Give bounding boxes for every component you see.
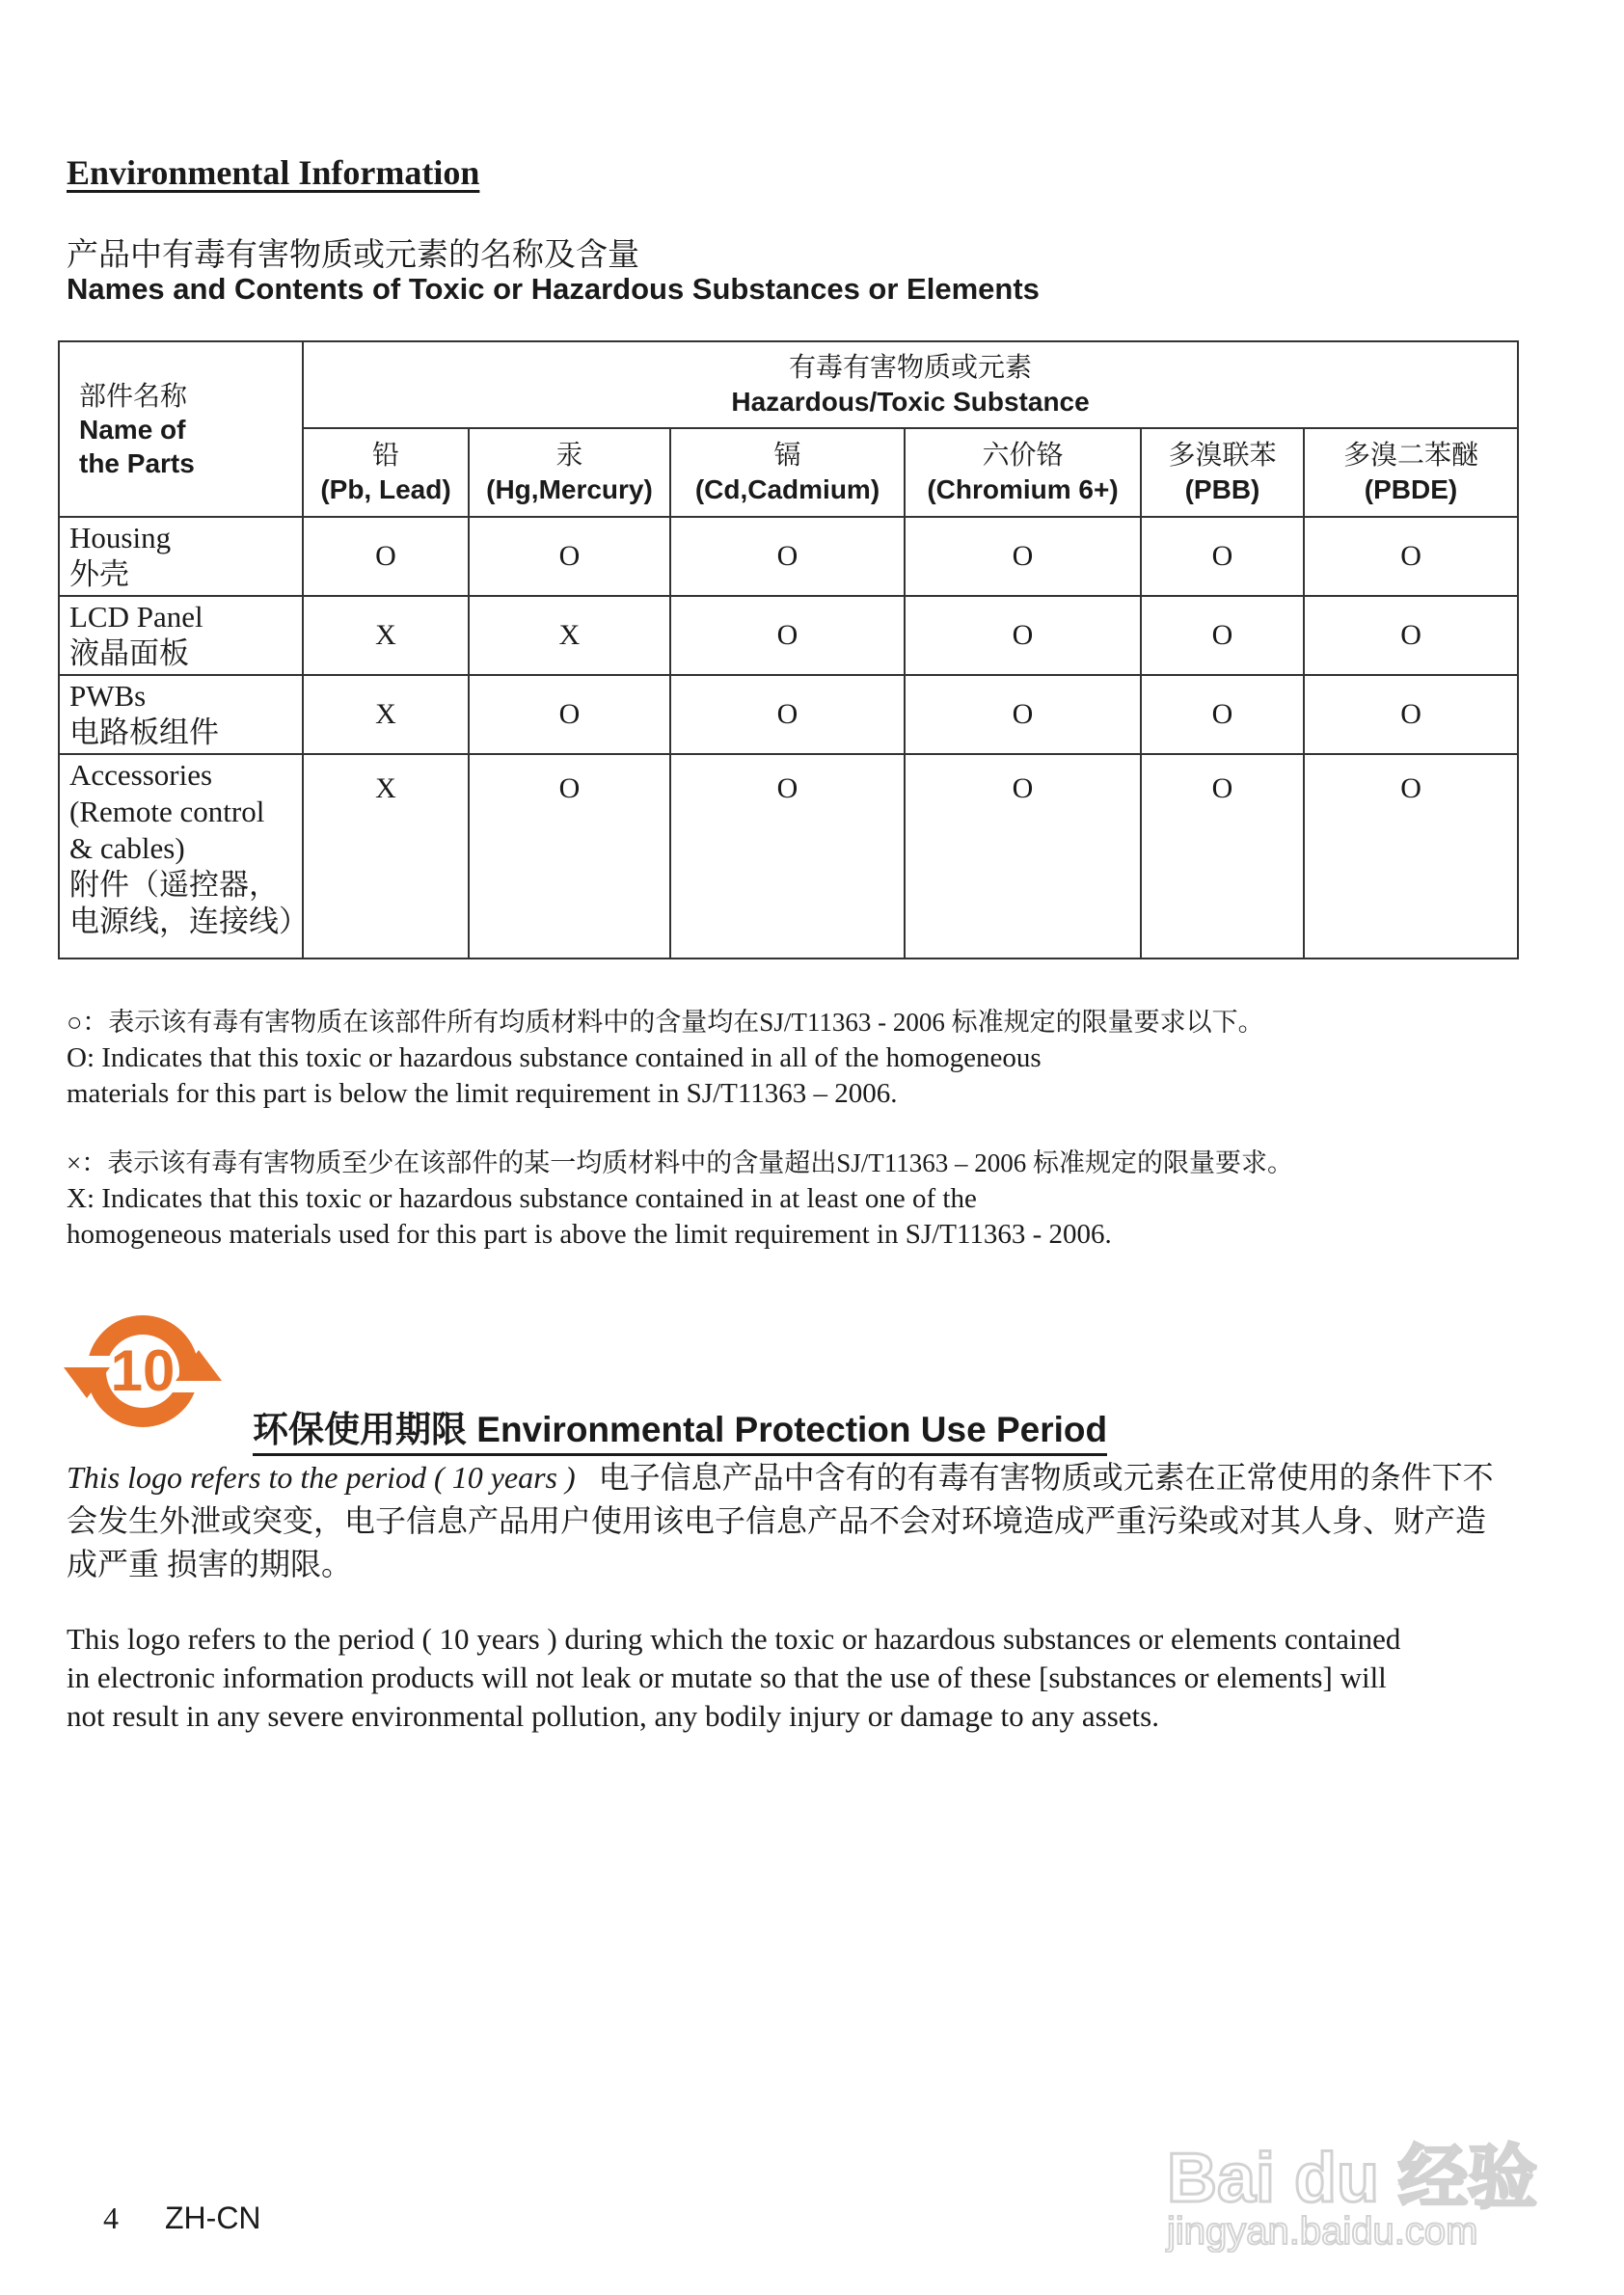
substance-value-cell: O (905, 675, 1141, 754)
substance-name-en: (PBB) (1184, 474, 1260, 504)
substance-header (1141, 428, 1304, 517)
page-footer (103, 2200, 261, 2236)
period-cn-text: 电子信息产品中含有的有毒有害物质或元素在正常使用的条件下不会发生外泄或突变，电子信息产品用户使用该电子信息产品不会对环境造成严重污染或对其人身、财产造成严重 损害的期限。 (67, 1460, 1494, 1581)
logo-number: 10 (110, 1338, 176, 1403)
part-name-line: 外壳 (69, 557, 129, 591)
parts-header-en-1: Name of (79, 414, 186, 445)
watermark-logo: Bai du 经验 (1167, 2140, 1538, 2217)
group-header-cn: 有毒有害物质或元素 (789, 352, 1033, 382)
table-row (59, 754, 1518, 958)
substance-group-header (303, 341, 1518, 428)
substance-name-cn: 多溴二苯醚 (1343, 440, 1479, 470)
period-cn-italic: This logo refers to the period ( 10 years ) (67, 1460, 576, 1495)
substance-name-en: (Cd,Cadmium) (694, 474, 880, 504)
substance-value-cell: O (469, 517, 670, 596)
substance-header (1304, 428, 1518, 517)
substance-value-cell: O (1304, 754, 1518, 958)
subtitle-english: Names and Contents of Toxic or Hazardous Substances or Elements (67, 272, 1040, 306)
period-en-2: in electronic information products will not leak or mutate so that the use of these [substances or elements] will (67, 1660, 1387, 1694)
substance-name-en: (Chromium 6+) (927, 474, 1119, 504)
substance-value-cell: O (1304, 596, 1518, 675)
period-en-1: This logo refers to the period ( 10 years ) during which the toxic or hazardous substances or elements contained (67, 1622, 1401, 1656)
period-heading: 环保使用期限 Environmental Protection Use Period (253, 1410, 1107, 1456)
watermark-url: jingyan.baidu.com (1167, 2210, 1478, 2253)
substance-value-cell: O (1304, 675, 1518, 754)
substance-value-cell: X (303, 754, 469, 958)
note-o (67, 1005, 1264, 1112)
parts-header-cn: 部件名称 (79, 380, 188, 411)
substance-name-cn: 铅 (371, 440, 399, 470)
substance-name-cn: 六价铬 (982, 440, 1064, 470)
note-x-en-1: X: Indicates that this toxic or hazardous substance contained in at least one of the (67, 1183, 977, 1214)
table-row (59, 675, 1518, 754)
substance-value-cell: O (303, 517, 469, 596)
part-name-line: PWBs (69, 679, 147, 713)
parts-header (59, 341, 303, 517)
part-name-line: (Remote control (69, 795, 265, 828)
substance-value-cell: X (303, 596, 469, 675)
part-name-cell (59, 675, 303, 754)
substance-value-cell: O (905, 596, 1141, 675)
substance-value-cell: O (670, 675, 905, 754)
substance-header (303, 428, 469, 517)
substance-value-cell: O (670, 596, 905, 675)
note-x-en-2: homogeneous materials used for this part is above the limit requirement in SJ/T11363 - 2006. (67, 1219, 1112, 1250)
substance-value-cell: O (469, 754, 670, 958)
substance-name-en: (Pb, Lead) (320, 474, 451, 504)
hazardous-substances-table (58, 340, 1519, 959)
period-description-en (67, 1620, 1503, 1736)
substance-value-cell: X (303, 675, 469, 754)
part-name-line: & cables) (69, 831, 185, 865)
table-row (59, 596, 1518, 675)
page-title: Environmental Information (67, 153, 480, 192)
substance-value-cell: O (469, 675, 670, 754)
substance-header (670, 428, 905, 517)
note-o-en-1: O: Indicates that this toxic or hazardous substance contained in all of the homogeneous (67, 1042, 1042, 1073)
substance-name-cn: 镉 (773, 440, 801, 470)
part-name-line: 附件（遥控器， (69, 868, 279, 902)
substance-value-cell: O (1141, 675, 1304, 754)
substance-header (469, 428, 670, 517)
substance-value-cell: O (905, 754, 1141, 958)
part-name-line: LCD Panel (69, 600, 203, 634)
recycle-period-icon (60, 1304, 226, 1448)
note-o-cn: ○：表示该有毒有害物质在该部件所有均质材料中的含量均在SJ/T11363 - 2006 标准规定的限量要求以下。 (67, 1008, 1264, 1037)
group-header-en: Hazardous/Toxic Substance (731, 387, 1090, 417)
parts-header-en-2: the Parts (79, 447, 195, 478)
note-o-en-2: materials for this part is below the limit requirement in SJ/T11363 – 2006. (67, 1078, 898, 1109)
table-row (59, 517, 1518, 596)
substance-value-cell: O (1141, 596, 1304, 675)
substance-value-cell: O (905, 517, 1141, 596)
part-name-cell (59, 596, 303, 675)
substance-value-cell: O (1304, 517, 1518, 596)
period-en-3: not result in any severe environmental pollution, any bodily injury or damage to any assets. (67, 1699, 1159, 1733)
substance-value-cell: O (1141, 754, 1304, 958)
part-name-line: 液晶面板 (69, 636, 189, 670)
part-name-cell (59, 517, 303, 596)
subtitle-chinese: 产品中有毒有害物质或元素的名称及含量 (67, 238, 639, 273)
substance-name-en: (Hg,Mercury) (486, 474, 653, 504)
part-name-line: 电路板组件 (69, 716, 219, 749)
substance-value-cell: O (670, 517, 905, 596)
note-x-cn: ×：表示该有毒有害物质至少在该部件的某一均质材料中的含量超出SJ/T11363 – 2006 标准规定的限量要求。 (67, 1148, 1293, 1177)
part-name-line: Accessories (69, 758, 213, 792)
part-name-line: 电源线，连接线） (69, 904, 309, 938)
language-code: ZH-CN (165, 2200, 261, 2235)
substance-value-cell: O (670, 754, 905, 958)
substance-value-cell: X (469, 596, 670, 675)
part-name-line: Housing (69, 521, 172, 554)
substance-name-cn: 汞 (555, 440, 583, 470)
note-x (67, 1146, 1293, 1253)
substance-header (905, 428, 1141, 517)
page-number: 4 (103, 2200, 119, 2235)
substance-name-cn: 多溴联苯 (1168, 440, 1277, 470)
part-name-cell (59, 754, 309, 958)
substance-value-cell: O (1141, 517, 1304, 596)
period-description-cn (67, 1456, 1494, 1586)
substance-name-en: (PBDE) (1364, 474, 1458, 504)
